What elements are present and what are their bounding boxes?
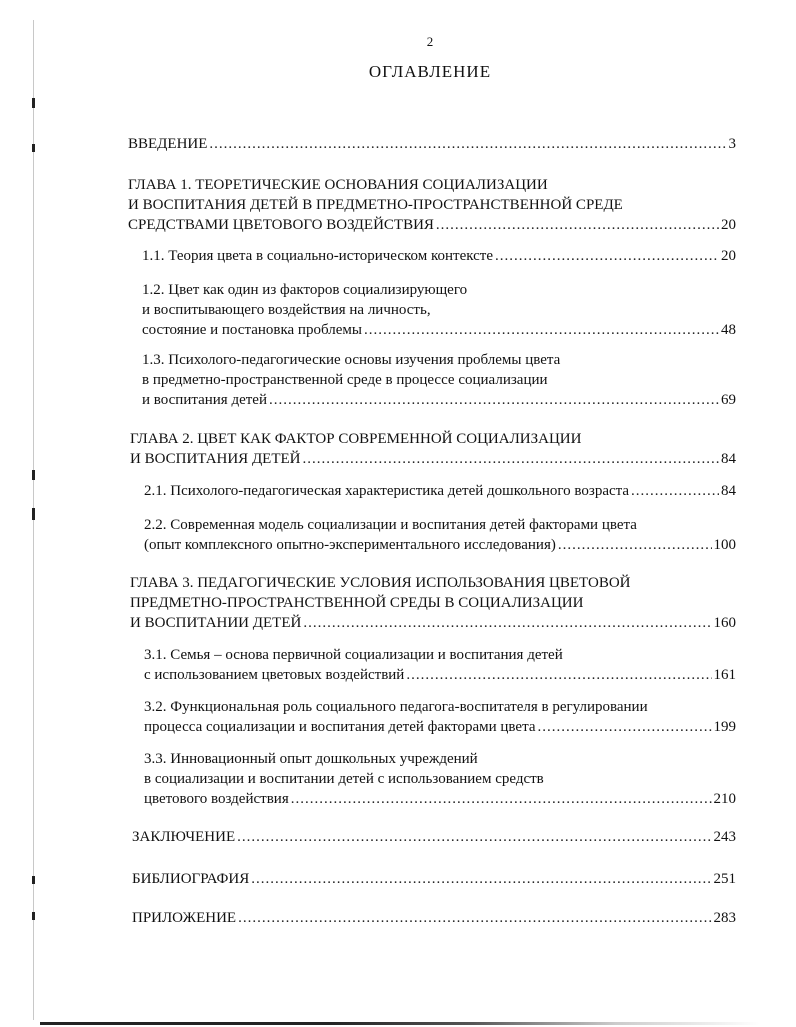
toc-entry-appendix[interactable]	[132, 908, 736, 928]
toc-entry-text: состояние и постановка проблемы	[142, 322, 362, 338]
scan-mark	[32, 470, 35, 480]
toc-page-number: 283	[713, 910, 736, 926]
dot-leader	[537, 717, 711, 737]
toc-page-number: 210	[713, 791, 736, 807]
toc-page-number: 3	[728, 136, 736, 152]
dot-leader	[291, 789, 712, 809]
toc-entry-bibliography[interactable]	[132, 869, 736, 889]
toc-entry-conclusion[interactable]	[132, 827, 736, 847]
toc-page-number: 84	[721, 451, 736, 467]
toc-entry-text: 3.3. Инновационный опыт дошкольных учреждений	[144, 751, 478, 767]
toc-entry-text: (опыт комплексного опытно-экспериментального исследования)	[144, 537, 556, 553]
scan-mark	[32, 912, 35, 920]
toc-entry-text: И ВОСПИТАНИЯ ДЕТЕЙ В ПРЕДМЕТНО-ПРОСТРАНСТВЕННОЙ СРЕДЕ	[128, 197, 623, 213]
toc-entry-chapter-1[interactable]	[128, 175, 736, 235]
toc-entry-text: И ВОСПИТАНИЯ ДЕТЕЙ	[130, 451, 301, 467]
toc-entry-1-1[interactable]	[142, 246, 736, 266]
page-title: ОГЛАВЛЕНИЕ	[368, 62, 492, 81]
toc-entry-text: 3.2. Функциональная роль социального педагога-воспитателя в регулировании	[144, 699, 648, 715]
toc-page-number: 160	[713, 615, 736, 631]
dot-leader	[631, 481, 719, 501]
toc-entry-text: в предметно-пространственной среде в процессе социализации	[142, 372, 548, 388]
toc-page-number: 20	[721, 217, 736, 233]
scan-mark	[32, 508, 35, 520]
toc-entry-text: процесса социализации и воспитания детей факторами цвета	[144, 719, 536, 735]
toc-entry-text: 1.1. Теория цвета в социально-историческом контексте	[142, 248, 494, 264]
dot-leader	[364, 320, 719, 340]
scan-mark	[32, 144, 35, 152]
dot-leader	[558, 535, 712, 555]
toc-entry-chapter-3[interactable]	[130, 573, 736, 633]
toc-entry-text: 3.1. Семья – основа первичной социализации и воспитания детей	[144, 647, 563, 663]
toc-entry-text: ПРЕДМЕТНО-ПРОСТРАНСТВЕННОЙ СРЕДЫ В СОЦИАЛИЗАЦИИ	[130, 595, 584, 611]
toc-entry-text: 1.2. Цвет как один из факторов социализирующего	[142, 282, 468, 298]
toc-entry-text: БИБЛИОГРАФИЯ	[132, 871, 250, 887]
toc-entry-1-3[interactable]	[142, 350, 736, 410]
toc-entry-2-1[interactable]	[144, 481, 736, 501]
toc-page-number: 48	[721, 322, 736, 338]
dot-leader	[406, 665, 711, 685]
toc-entry-text: И ВОСПИТАНИИ ДЕТЕЙ	[130, 615, 302, 631]
toc-entry-text: в социализации и воспитании детей с использованием средств	[144, 771, 544, 787]
toc-page-number: 199	[713, 719, 736, 735]
toc-entry-text: ГЛАВА 2. ЦВЕТ КАК ФАКТОР СОВРЕМЕННОЙ СОЦИАЛИЗАЦИИ	[130, 431, 582, 447]
scan-mark	[32, 98, 35, 108]
toc-entry-text: и воспитания детей	[142, 392, 267, 408]
dot-leader	[303, 449, 720, 469]
toc-entry-text: ЗАКЛЮЧЕНИЕ	[132, 829, 236, 845]
page-number: 2	[426, 34, 434, 49]
toc-entry-3-1[interactable]	[144, 645, 736, 685]
toc-page-number: 161	[713, 667, 736, 683]
toc-page-number: 251	[713, 871, 736, 887]
toc-entry-3-3[interactable]	[144, 749, 736, 809]
toc-entry-text: 1.3. Психолого-педагогические основы изучения проблемы цвета	[142, 352, 561, 368]
toc-entry-text: ГЛАВА 1. ТЕОРЕТИЧЕСКИЕ ОСНОВАНИЯ СОЦИАЛИЗАЦИИ	[128, 177, 548, 193]
toc-entry-text: с использованием цветовых воздействий	[144, 667, 405, 683]
toc-page-number: 100	[713, 537, 736, 553]
toc-entry-text: 2.1. Психолого-педагогическая характеристика детей дошкольного возраста	[144, 483, 630, 499]
toc-page-number: 243	[713, 829, 736, 845]
dot-leader	[436, 215, 719, 235]
dot-leader	[303, 613, 711, 633]
toc-page-number: 69	[721, 392, 736, 408]
dot-leader	[269, 390, 719, 410]
dot-leader	[209, 134, 726, 154]
toc-page-number: 20	[721, 248, 736, 264]
toc-entry-3-2[interactable]	[144, 697, 736, 737]
scan-bottom-edge	[40, 1022, 760, 1025]
toc-entry-text: ПРИЛОЖЕНИЕ	[132, 910, 237, 926]
dot-leader	[251, 869, 711, 889]
toc-entry-text: цветового воздействия	[144, 791, 289, 807]
scan-mark	[32, 876, 35, 884]
dot-leader	[238, 908, 711, 928]
toc-entry-chapter-2[interactable]	[130, 429, 736, 469]
toc-entry-text: ВВЕДЕНИЕ	[128, 136, 208, 152]
toc-entry-introduction[interactable]	[128, 134, 736, 154]
toc-entry-text: СРЕДСТВАМИ ЦВЕТОВОГО ВОЗДЕЙСТВИЯ	[128, 217, 434, 233]
scan-left-edge	[33, 20, 34, 1020]
toc-entry-1-2[interactable]	[142, 280, 736, 340]
toc-entry-text: и воспитывающего воздействия на личность,	[142, 302, 431, 318]
toc-entry-2-2[interactable]	[144, 515, 736, 555]
toc-page-number: 84	[721, 483, 736, 499]
dot-leader	[495, 246, 719, 266]
dot-leader	[237, 827, 711, 847]
toc-entry-text: 2.2. Современная модель социализации и воспитания детей факторами цвета	[144, 517, 637, 533]
toc-entry-text: ГЛАВА 3. ПЕДАГОГИЧЕСКИЕ УСЛОВИЯ ИСПОЛЬЗОВАНИЯ ЦВЕТОВОЙ	[130, 575, 631, 591]
